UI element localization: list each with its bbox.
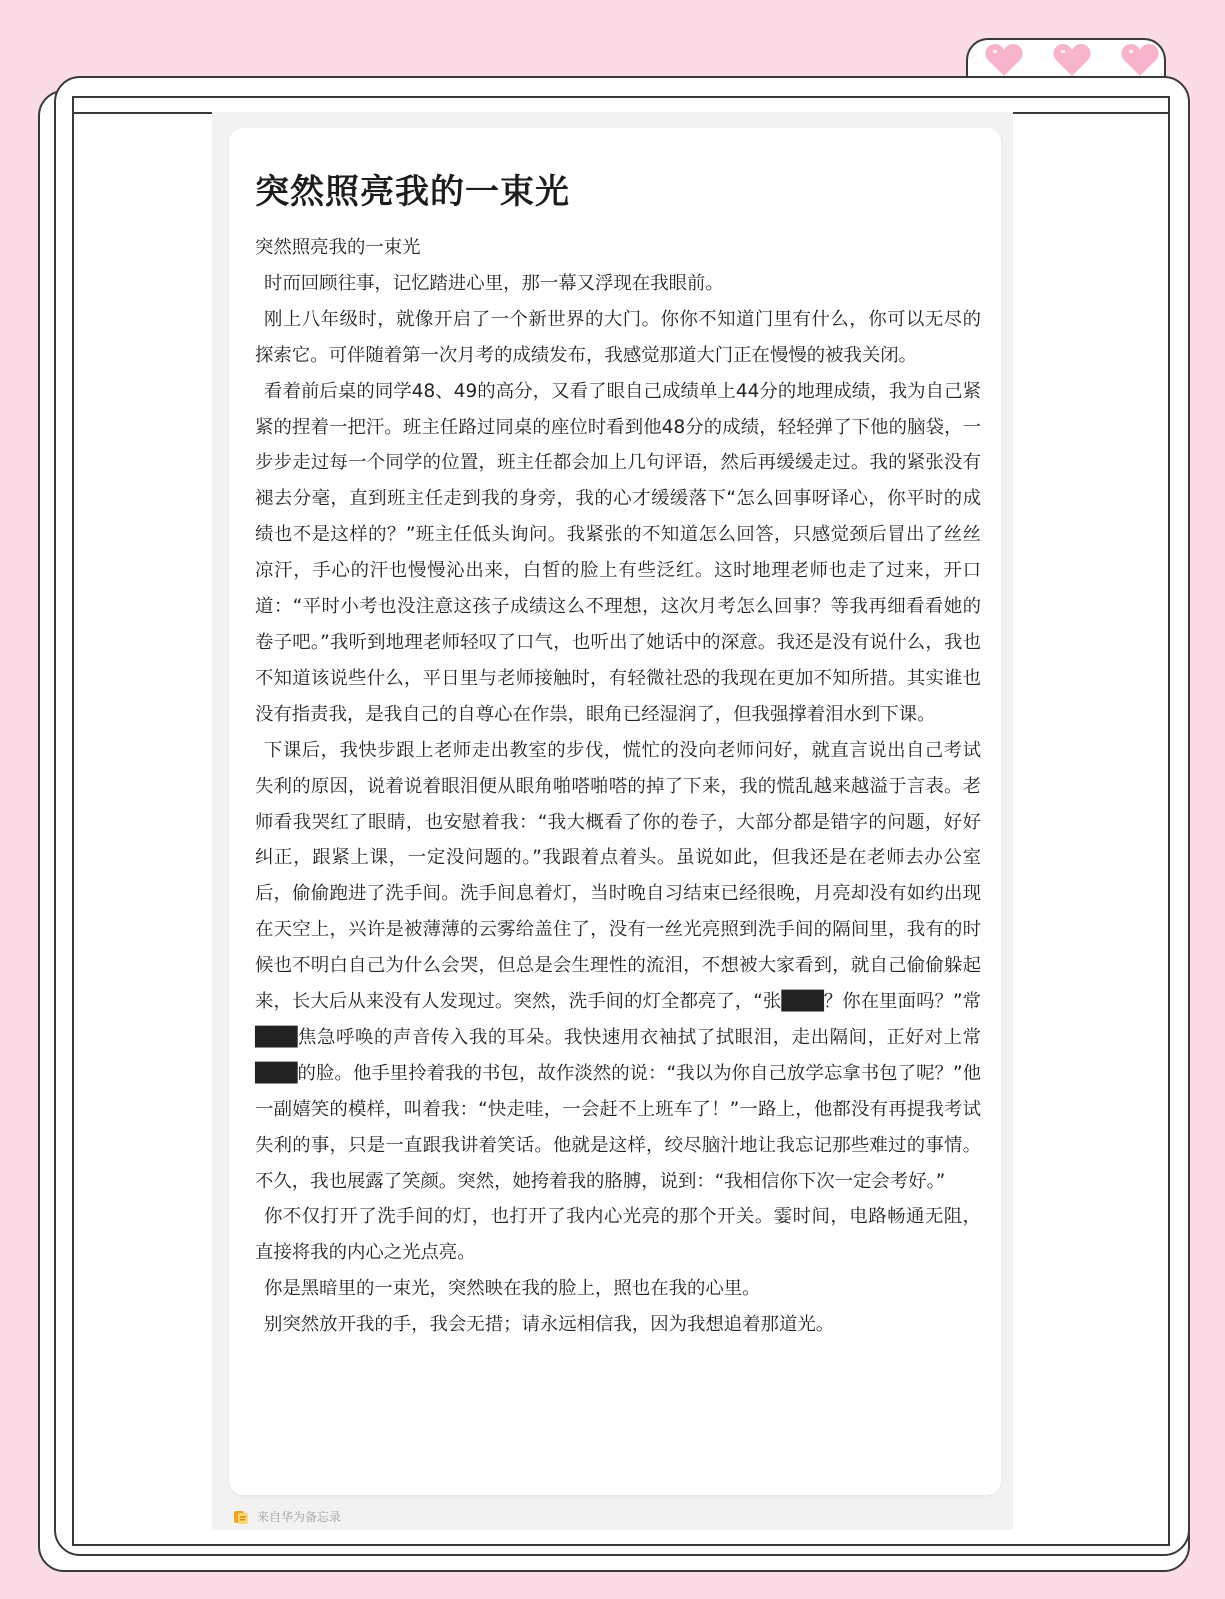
note-paragraph: 看着前后桌的同学48、49的高分，又看了眼自己成绩单上44分的地理成绩，我为自己紧紧的捏着一把汗。班主任路过同桌的座位时看到他48分的成绩，轻轻弹了下他的脑袋，一步步走过每一个同学的位置，班主任都会加上几句评语，然后再缓缓走过。我的紧张没有褪去分毫，直到班主任走到我的身旁，我的心才缓缓落下“怎么回事呀译心，你平时的成绩也不是这样的？”班主任低头询问。我紧张的不知道怎么回答，只感觉颈后冒出了丝丝凉汗，手心的汗也慢慢沁出来，白皙的脸上有些泛红。这时地理老师也走了过来，开口道：“平时小考也没注意这孩子成绩这么不理想，这次月考怎么回事？等我再细看看她的卷子吧。”我听到地理老师轻叹了口气，也听出了她话中的深意。我还是没有说什么，我也不知道该说些什么，平日里与老师接触时，有轻微社恐的我现在更加不知所措。其实谁也没有指责我，是我自己的自尊心在作祟，眼角已经湿润了，但我强撑着泪水到下课。 — [255, 380, 981, 725]
note-paragraph: 别突然放开我的手，我会无措；请永远相信我，因为我想追着那道光。 — [264, 1314, 835, 1336]
memo-app-icon — [233, 1509, 249, 1525]
note-paragraph: 你不仅打开了洗手间的灯，也打开了我内心光亮的那个开关。霎时间，电路畅通无阻，直接将我的内心之光点亮。 — [255, 1206, 981, 1264]
note-body — [255, 230, 981, 1343]
note-paragraph: 时而回顾往事，记忆踏进心里，那一幕又浮现在我眼前。 — [264, 272, 724, 294]
heart-icon — [1052, 42, 1092, 78]
heart-icon — [984, 42, 1024, 78]
source-label: 来自华为备忘录 — [257, 1510, 342, 1524]
hearts-decoration — [984, 42, 1160, 82]
source-footer — [233, 1508, 341, 1525]
note-title: 突然照亮我的一束光 — [255, 172, 570, 212]
note-paragraph: 刚上八年级时，就像开启了一个新世界的大门。你你不知道门里有什么，你可以无尽的探索它。可伴随着第一次月考的成绩发布，我感觉那道大门正在慢慢的被我关闭。 — [255, 308, 981, 366]
note-paragraph: 下课后，我快步跟上老师走出教室的步伐，慌忙的没向老师问好，就直言说出自己考试失利的原因，说着说着眼泪便从眼角啪嗒啪嗒的掉了下来，我的慌乱越来越溢于言表。老师看我哭红了眼睛，也安慰着我：“我大概看了你的卷子，大部分都是错字的问题，好好纠正，跟紧上课，一定没问题的。”我跟着点着头。虽说如此，但我还是在老师去办公室后，偷偷跑进了洗手间。洗手间息着灯，当时晚自习结束已经很晚，月亮却没有如约出现在天空上，兴许是被薄薄的云雾给盖住了，没有一丝光亮照到洗手间的隔间里，我有的时候也不明白自己为什么会哭，但总是会生理性的流泪，不想被大家看到，就自己偷偷躲起来，长大后从来没有人发现过。突然，洗手间的灯全都亮了，“张███？你在里面吗？”常███焦急呼唤的声音传入我的耳朵。我快速用衣袖拭了拭眼泪，走出隔间，正好对上常███的脸。他手里拎着我的书包，故作淡然的说：“我以为你自己放学忘拿书包了呢？”他一副嬉笑的模样，叫着我：“快走哇，一会赶不上班车了！”一路上，他都没有再提我考试失利的事，只是一直跟我讲着笑话。他就是这样，绞尽脑汁地让我忘记那些难过的事情。不久，我也展露了笑颜。突然，她挎着我的胳膊，说到：“我相信你下次一定会考好。” — [255, 739, 981, 1192]
heart-icon — [1120, 42, 1160, 78]
note-paragraph: 你是黑暗里的一束光，突然映在我的脸上，照也在我的心里。 — [264, 1278, 761, 1300]
note-paragraph: 突然照亮我的一束光 — [255, 237, 421, 258]
